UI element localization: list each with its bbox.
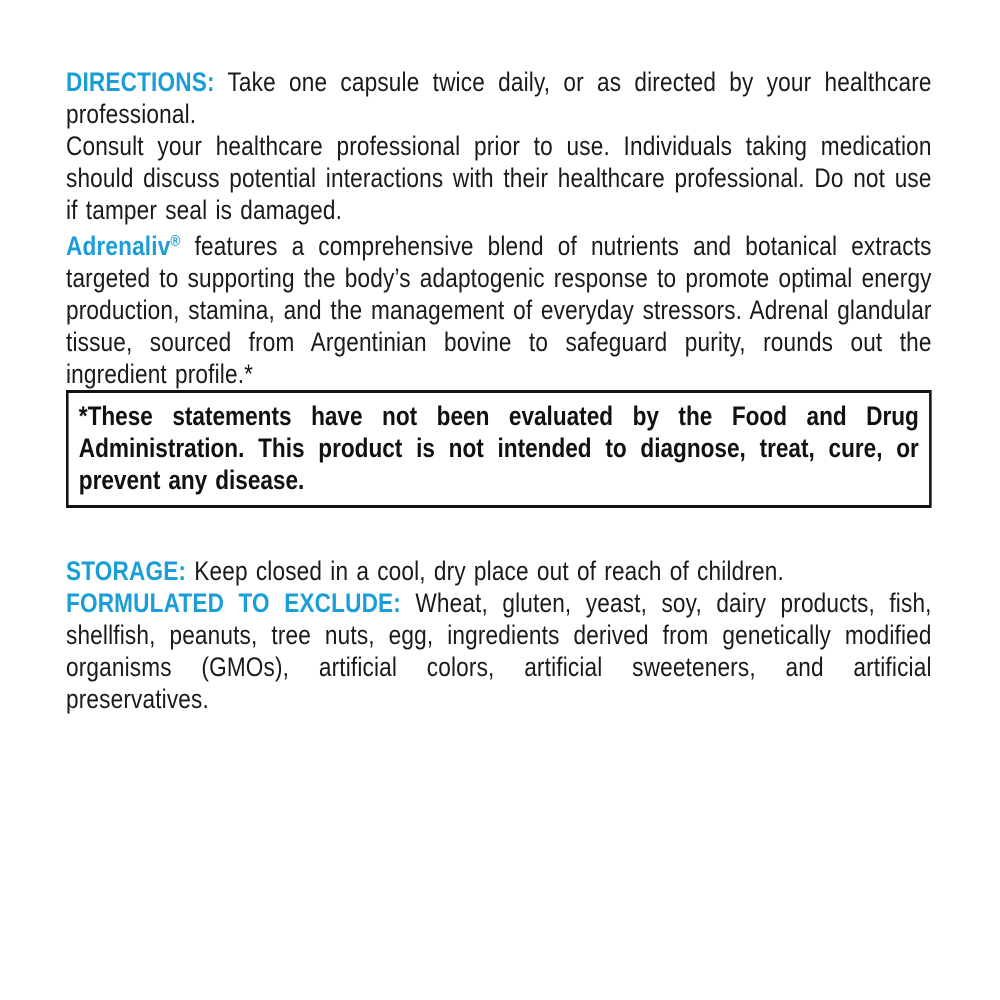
label-text-column — [66, 66, 932, 715]
storage-heading: STORAGE: — [66, 556, 187, 586]
formulated-to-exclude-heading: FORMULATED TO EXCLUDE: — [66, 588, 401, 618]
adrenaliv-body: features a comprehensive blend of nutrients and botanical extracts targeted to supporting the body’s adaptogenic response to promote optimal energy production, stamina, and the management of everyday stressors. Adrenal glandular tissue, sourced from Argentinian bovine to safeguard purity, rounds out the ingredient profile.* — [66, 231, 932, 389]
directions-heading: DIRECTIONS: — [66, 67, 215, 97]
registered-trademark-symbol: ® — [170, 233, 181, 250]
consult-paragraph — [66, 130, 932, 226]
directions-body: Take one capsule twice daily, or as directed by your healthcare professional. — [66, 67, 932, 129]
directions-paragraph — [66, 66, 932, 130]
adrenaliv-paragraph — [66, 226, 932, 390]
fda-disclaimer-box — [66, 390, 932, 508]
formulated-to-exclude-paragraph — [66, 587, 932, 715]
brand-name: Adrenaliv — [66, 231, 171, 261]
storage-paragraph — [66, 555, 932, 587]
storage-body: Keep closed in a cool, dry place out of reach of children. — [194, 556, 784, 586]
formulated-to-exclude-body: Wheat, gluten, yeast, soy, dairy products, fish, shellfish, peanuts, tree nuts, egg, ingredients derived from genetically modified organisms (GMOs), artificial colors, artificial sweeteners, and artificial preservatives. — [66, 588, 932, 714]
consult-body: Consult your healthcare professional prior to use. Individuals taking medication should discuss potential interactions with their healthcare professional. Do not use if tamper seal is damaged. — [66, 131, 932, 225]
fda-disclaimer-text: *These statements have not been evaluated by the Food and Drug Administration. This product is not intended to diagnose, treat, cure, or prevent any disease. — [78, 401, 919, 495]
